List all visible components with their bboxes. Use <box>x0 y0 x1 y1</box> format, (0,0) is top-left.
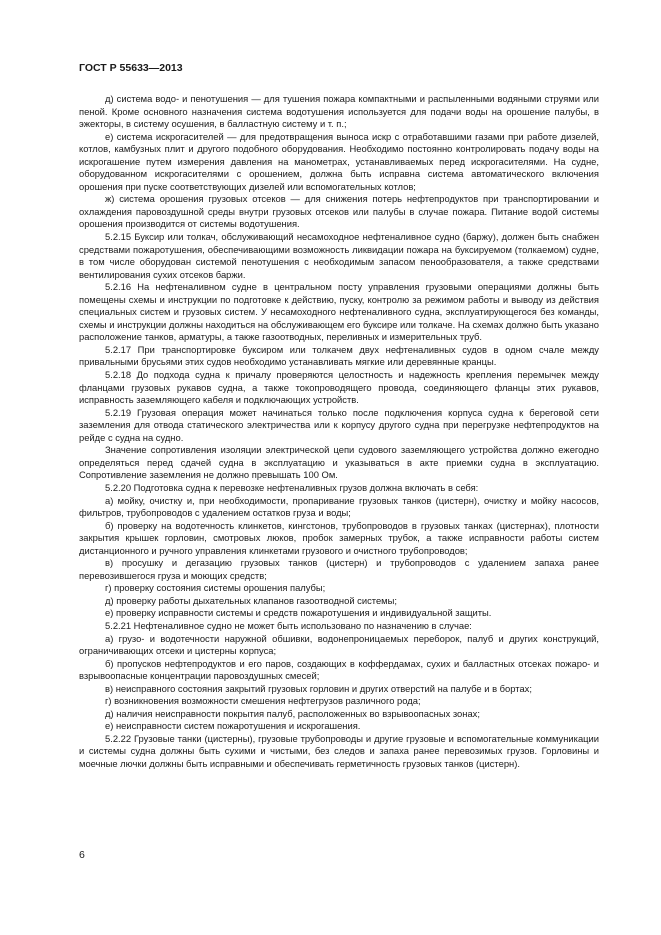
paragraph: 5.2.15 Буксир или толкач, обслуживающий несамоходное нефтеналивное судно (баржу), должен быть снабжен средствами пожаротушения, обеспечивающими возможность ликвидации пожара на буксируемом (толкаемом) судне, в том числе оборудован системой пенотушения с необходимым запасом пенообразователя, а также средствами вентилирования сухих отсеков баржи. <box>79 231 599 280</box>
paragraph: г) возникновения возможности смешения нефтегрузов различного рода; <box>105 695 421 707</box>
page-number: 6 <box>79 849 85 861</box>
paragraph: 5.2.22 Грузовые танки (цистерны), грузовые трубопроводы и другие грузовые и вспомогательные коммуникации и системы судна должны быть сухими и чистыми, без следов и запаха ранее перевозимых грузов. Горловины и моечные лючки должны быть исправными и обеспечивать герметичность грузовых танков (цистерн). <box>79 732 599 769</box>
paragraph: е) система искрогасителей — для предотвращения выноса искр с отработавшими газами при работе дизелей, котлов, камбузных плит и другого подобного оборудования. Необходимо постоянно контролировать подачу воды на искрогашение путем измерения давления на манометрах, устанавливаемых перед искрогасителями. На судне, оборудованном искрогасителями с орошением, должна быть исправна система автоматического включения орошения при пуске соответствующих дизелей или вспомогательных котлов; <box>79 130 599 192</box>
paragraph: в) неисправного состояния закрытий грузовых горловин и других отверстий на палубе и в бортах; <box>105 682 532 694</box>
paragraph: е) проверку исправности системы и средств пожаротушения и индивидуальной защиты. <box>105 607 492 619</box>
paragraph: д) система водо- и пенотушения — для тушения пожара компактными и распыленными водяными струями или пеной. Кроме основного назначения система водотушения используется для подачи воды на орошение палубы, в эжекторы, в систему осушения, в балластную систему и т. п.; <box>79 93 599 130</box>
paragraph: б) проверку на водотечность клинкетов, кингстонов, трубопроводов в грузовых танках (цистернах), плотности закрытия крышек горловин, смотровых люков, пробок замерных трубок, а также исправности работы систем дистанционного и ручного управления клинкетами грузового и очистного трубопроводов; <box>79 519 599 556</box>
paragraph: д) проверку работы дыхательных клапанов газоотводной системы; <box>105 594 397 606</box>
paragraph: е) неисправности систем пожаротушения и искрогашения. <box>105 720 361 732</box>
paragraph: 5.2.20 Подготовка судна к перевозке нефтеналивных грузов должна включать в себя: <box>105 481 479 493</box>
paragraph: Значение сопротивления изоляции электрической цепи судового заземляющего устройства должно ежегодно определяться перед сдачей судна в эксплуатацию и указываться в акте приемки судна в эксплуатацию. Сопротивление заземления не должно превышать 100 Ом. <box>79 444 599 481</box>
paragraph: в) просушку и дегазацию грузовых танков (цистерн) и трубопроводов с удалением запаха ранее перевозившегося груза и моющих средств; <box>79 557 599 581</box>
paragraph: г) проверку состояния системы орошения палубы; <box>105 582 326 594</box>
paragraph: д) наличия неисправности покрытия палуб, расположенных во взрывоопасных зонах; <box>105 707 480 719</box>
paragraph: 5.2.17 При транспортировке буксиром или толкачем двух нефтеналивных судов в одном счале между привальными брусьями этих судов необходимо устанавливать мягкие или деревянные кранцы. <box>79 343 599 368</box>
paragraph: ж) система орошения грузовых отсеков — для снижения потерь нефтепродуктов при транспортировании и охлаждения паровоздушной среды внутри грузовых отсеков или палубы в случае пожара. Питание водой системы орошения производится от системы водотушения. <box>79 193 599 230</box>
paragraph: б) пропусков нефтепродуктов и его паров, создающих в коффердамах, сухих и балластных отсеках пожаро- и взрывоопасные концентрации паровоздушных смесей; <box>79 657 599 682</box>
document-body <box>79 93 599 771</box>
document-header: ГОСТ Р 55633—2013 <box>79 62 183 74</box>
paragraph: 5.2.21 Нефтеналивное судно не может быть использовано по назначению в случае: <box>105 619 472 631</box>
paragraph: 5.2.16 На нефтеналивном судне в центральном посту управления грузовыми операциями должны быть помещены схемы и инструкции по подготовке к действию, пуску, контролю за режимом работы и выводу из действия специальных систем и грузовых систем. У несамоходного нефтеналивного судна, эксплуатирующегося без команды, схемы и инструкции должны находиться на обслуживающем его буксире или толкаче. На схемах должно быть указано расположение танков, арматуры, а также газоотводных, переливных и измерительных труб. <box>79 281 599 343</box>
paragraph: а) мойку, очистку и, при необходимости, пропаривание грузовых танков (цистерн), очистку и мойку насосов, фильтров, трубопроводов с удалением остатков груза и воды; <box>79 494 599 519</box>
paragraph: 5.2.18 До подхода судна к причалу проверяются целостность и надежность крепления перемычек между фланцами грузовых рукавов судна, а также токопроводящего провода, соединяющего фланцы этих рукавов, исправность заземляющего кабеля и подключающих устройств. <box>79 369 599 406</box>
paragraph: а) грузо- и водотечности наружной обшивки, водонепроницаемых переборок, палуб и других конструкций, ограничивающих отсеки и цистерны корпуса; <box>79 632 599 657</box>
paragraph: 5.2.19 Грузовая операция может начинаться только после подключения корпуса судна к береговой сети заземления для отвода статического электричества или к корпусу другого судна при перегрузке нефтепродуктов на рейде с судна на судно. <box>79 406 599 443</box>
